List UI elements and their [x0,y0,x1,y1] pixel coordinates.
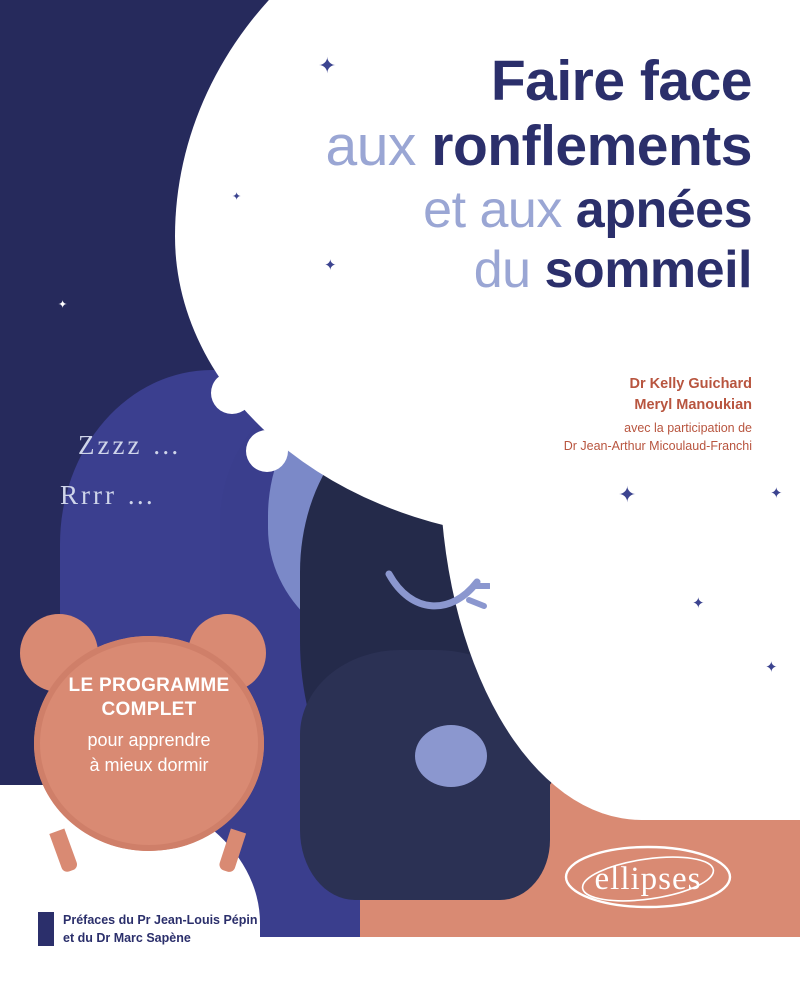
snore-text-z: Zzzz … [78,430,183,460]
preface-accent-bar [38,912,54,946]
snore-text-r: Rrrr … [60,480,157,510]
star-icon: ✦ [778,119,791,136]
star-icon: ✦ [770,485,783,502]
alarm-clock-illustration [16,612,286,892]
publisher-name: ellipses [594,861,702,897]
star-icon: ✦ [58,299,68,311]
star-icon: ✦ [752,10,771,35]
title-line-4-bold: sommeil [544,240,752,299]
illustrator-credit [608,760,716,802]
illustrator-name: Marie Laurentjoye [608,782,717,798]
author-participation-intro: avec la participation de [624,421,752,436]
author-block [372,374,752,455]
star-icon: ✦ [692,595,705,612]
preface-line-1: Préfaces du Pr Jean-Louis Pépin [63,912,258,927]
book-title [232,49,752,299]
preface-credit [38,911,258,947]
illustration-pillow [415,725,487,787]
program-badge-text [34,674,264,777]
program-badge-line-2: COMPLET [101,698,197,720]
title-line-4 [232,240,752,299]
title-line-3 [232,180,752,239]
title-line-4-thin: du [473,240,545,299]
program-badge-line-1: LE PROGRAMME [68,675,230,696]
illustration-closed-eye [385,560,490,620]
illustration-bubble-small [246,430,288,472]
preface-text [63,911,258,947]
title-line-3-bold: apnées [575,180,752,239]
star-icon: ✦ [618,482,637,507]
title-line-2 [232,114,752,179]
star-icon: ✦ [765,659,778,676]
illustration-bubble-medium [211,372,253,414]
author-participation-name: Dr Jean-Arthur Micoulaud-Franchi [563,438,752,453]
title-line-2-thin: aux [325,114,432,179]
program-badge-line-3: pour apprendre [87,729,211,750]
author-name-primary: Dr Kelly Guichard [629,376,752,392]
preface-line-2: et du Dr Marc Sapène [63,930,191,945]
alarm-foot-right [218,829,246,874]
star-icon: ✦ [318,53,337,78]
title-line-3-thin: et aux [423,180,576,239]
author-name-secondary: Meryl Manoukian [634,397,752,414]
illustration-bubble-large [196,292,248,344]
title-line-2-bold: ronflements [431,114,752,179]
alarm-foot-left [49,829,78,874]
title-line-1: Faire face [490,49,752,113]
publisher-logo [548,833,748,923]
star-icon: ✦ [232,191,242,203]
star-icon: ✦ [324,257,337,274]
illustrator-label: Illustré par [608,762,672,777]
program-badge-line-4: à mieux dormir [89,754,209,775]
